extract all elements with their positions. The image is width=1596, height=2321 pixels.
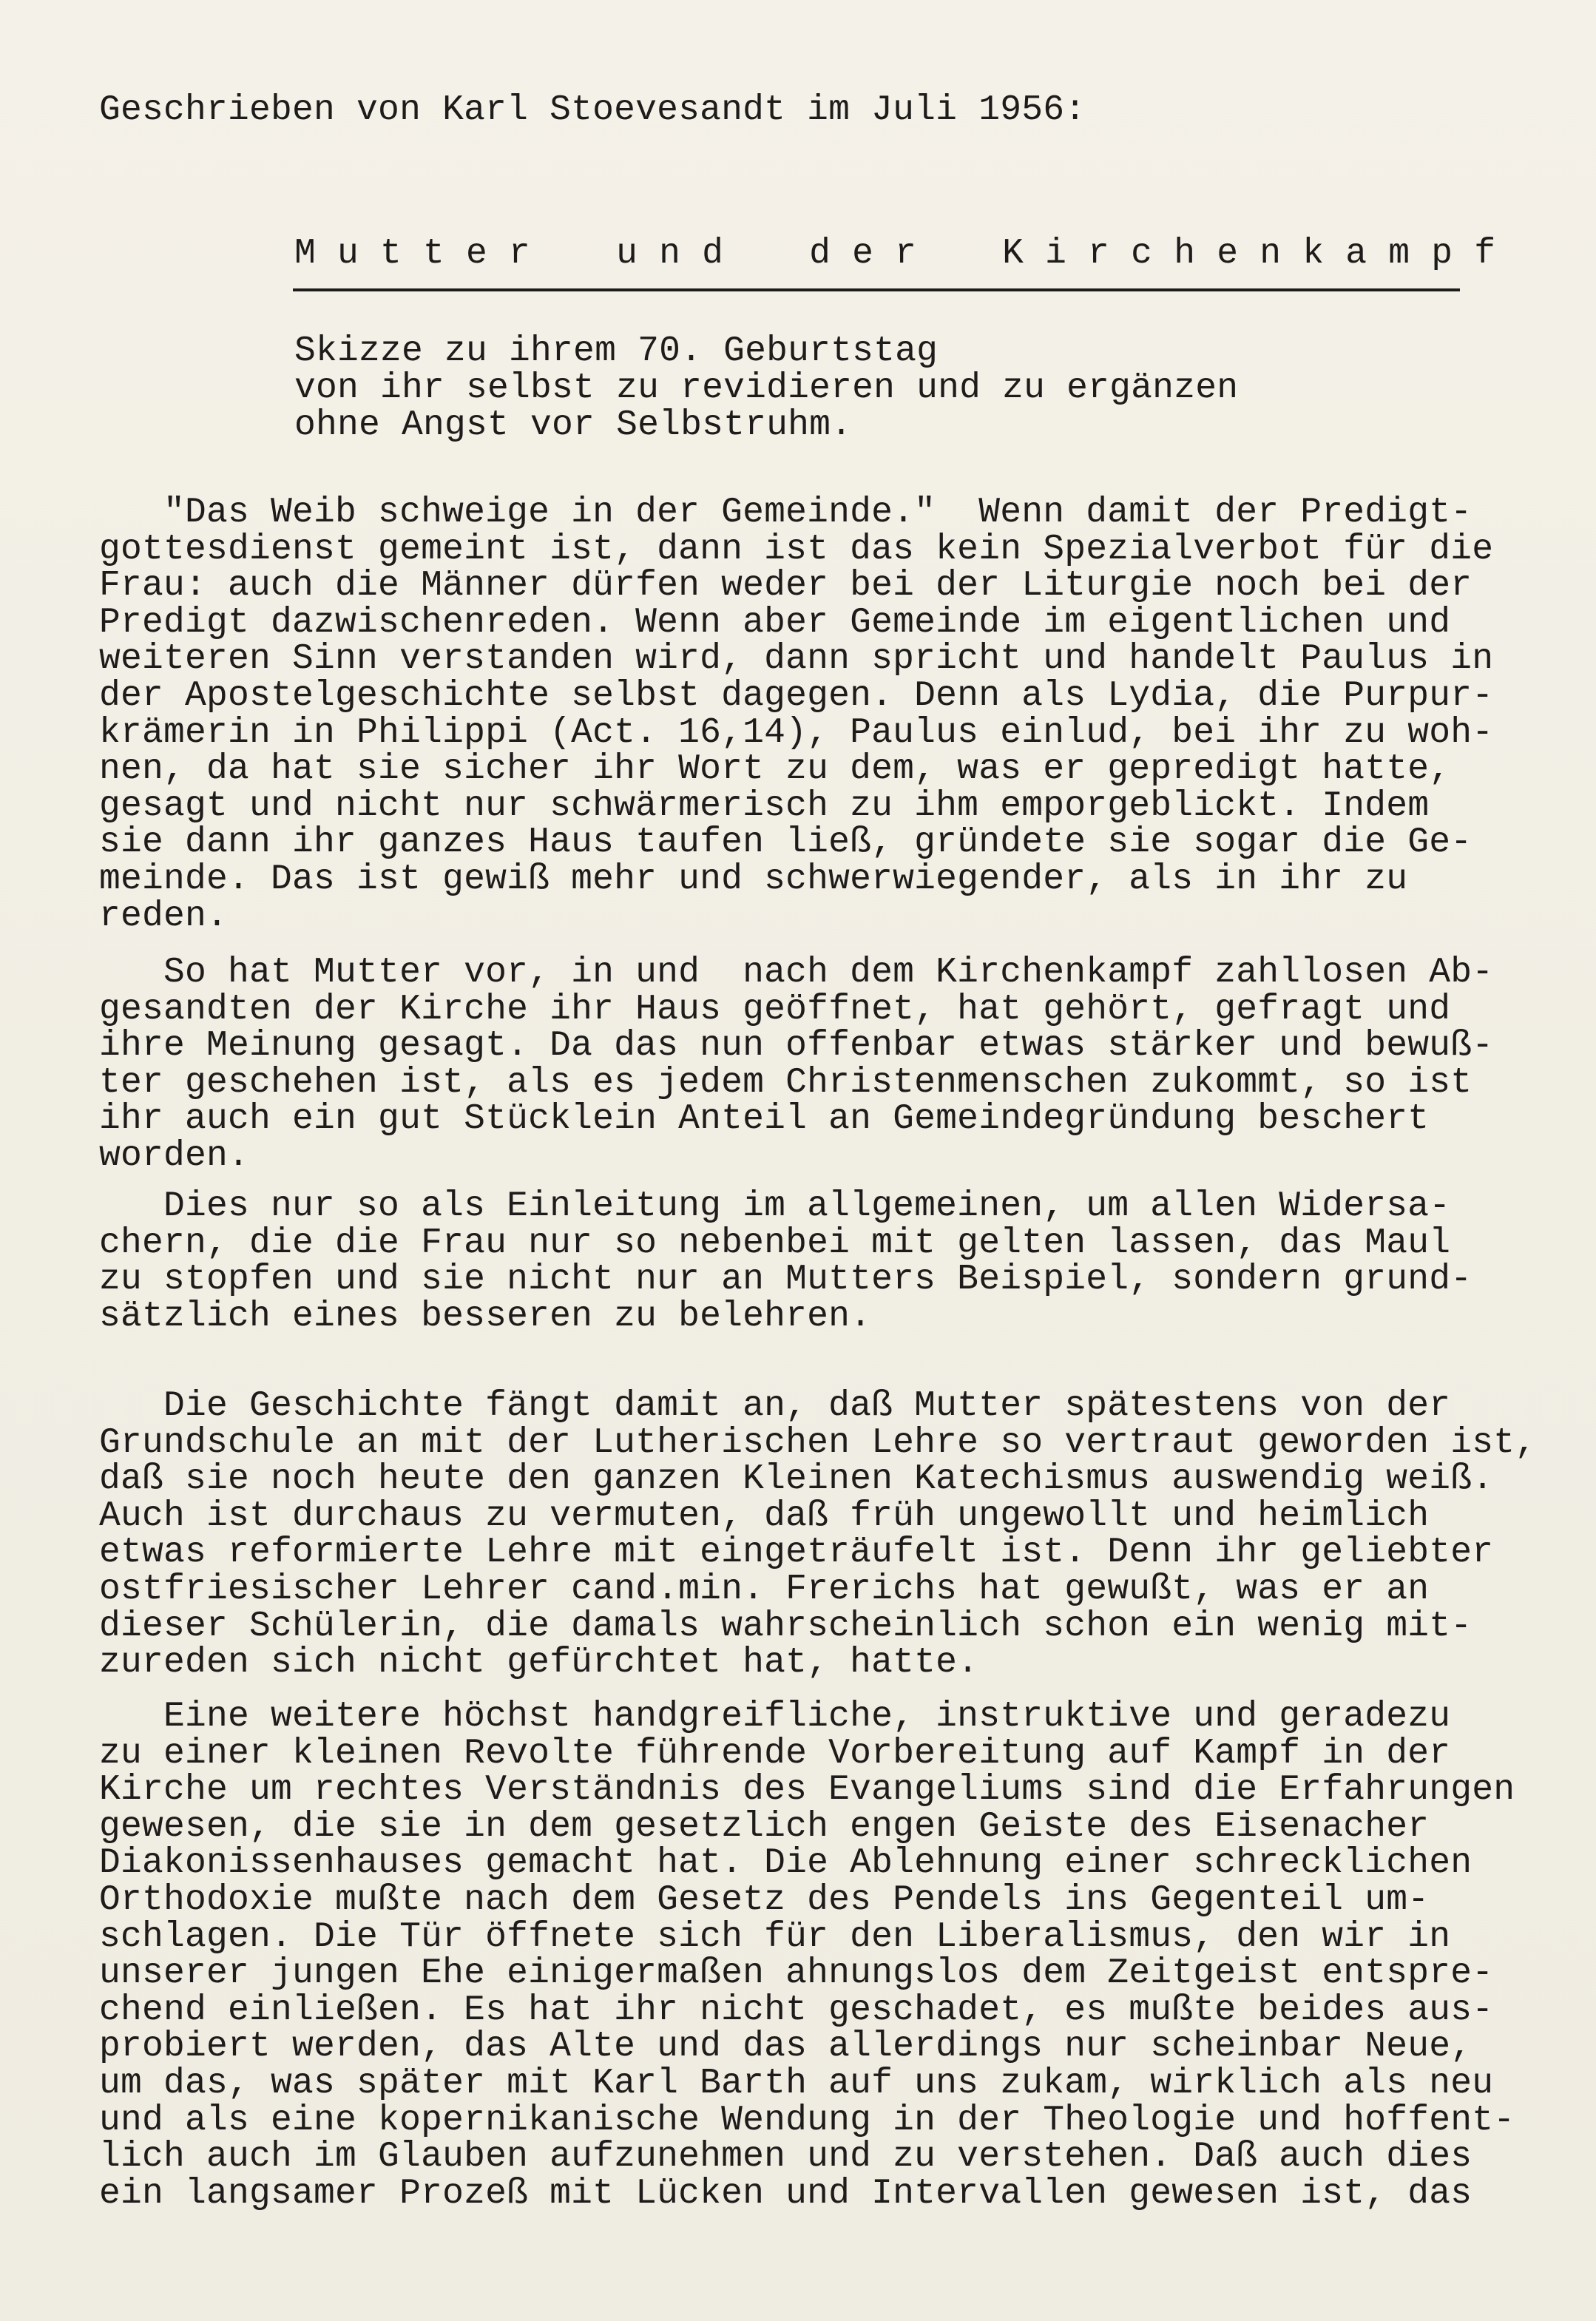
paragraph-line: Dies nur so als Einleitung im allgemeinen, um allen Widersa- bbox=[99, 1186, 1451, 1226]
paragraph-line: sie dann ihr ganzes Haus taufen ließ, gründete sie sogar die Ge- bbox=[99, 822, 1472, 863]
paragraph-line: Grundschule an mit der Lutherischen Lehre so vertraut geworden ist, bbox=[99, 1422, 1537, 1463]
paragraph-line: schlagen. Die Tür öffnete sich für den Liberalismus, den wir in bbox=[99, 1916, 1451, 1957]
paragraph-line: zu stopfen und sie nicht nur an Mutters Beispiel, sondern grund- bbox=[99, 1260, 1472, 1300]
paragraph-line: etwas reformierte Lehre mit eingeträufelt ist. Denn ihr geliebter bbox=[99, 1533, 1494, 1573]
paragraph-line: Orthodoxie mußte nach dem Gesetz des Pendels ins Gegenteil um- bbox=[99, 1880, 1430, 1920]
paragraph-line: meinde. Das ist gewiß mehr und schwerwiegender, als in ihr zu bbox=[99, 859, 1408, 899]
paragraph-line: der Apostelgeschichte selbst dagegen. Denn als Lydia, die Purpur- bbox=[99, 676, 1494, 716]
paragraph-line: reden. bbox=[99, 896, 229, 936]
subtitle-line: ohne Angst vor Selbstruhm. bbox=[294, 405, 853, 445]
paragraph-line: und als eine kopernikanische Wendung in der Theologie und hoffent- bbox=[99, 2100, 1515, 2141]
paragraph-line: zu einer kleinen Revolte führende Vorbereitung auf Kampf in der bbox=[99, 1733, 1451, 1774]
document-title: M u t t e r u n d d e r K i r c h e n k a m p f bbox=[294, 234, 1496, 274]
paragraph-line: gewesen, die sie in dem gesetzlich engen Geiste des Eisenacher bbox=[99, 1806, 1430, 1847]
paragraph-line: zureden sich nicht gefürchtet hat, hatte. bbox=[99, 1643, 979, 1683]
paragraph-line: gesandten der Kirche ihr Haus geöffnet, hat gehört, gefragt und bbox=[99, 989, 1451, 1030]
paragraph-line: chend einließen. Es hat ihr nicht geschadet, es mußte beides aus- bbox=[99, 1990, 1494, 2030]
paragraph-line: worden. bbox=[99, 1136, 250, 1176]
paragraph-line: unserer jungen Ehe einigermaßen ahnungslos dem Zeitgeist entspre- bbox=[99, 1953, 1494, 1994]
title-underline bbox=[293, 288, 1460, 291]
paragraph-line: Kirche um rechtes Verständnis des Evangeliums sind die Erfahrungen bbox=[99, 1770, 1515, 1811]
paragraph-line: chern, die die Frau nur so nebenbei mit gelten lassen, das Maul bbox=[99, 1223, 1451, 1263]
paragraph-line: "Das Weib schweige in der Gemeinde." Wenn damit der Predigt- bbox=[99, 493, 1472, 533]
paragraph-line: gesagt und nicht nur schwärmerisch zu ihm emporgeblickt. Indem bbox=[99, 786, 1430, 826]
paragraph-line: Auch ist durchaus zu vermuten, daß früh ungewollt und heimlich bbox=[99, 1496, 1430, 1536]
paragraph-line: weiteren Sinn verstanden wird, dann spricht und handelt Paulus in bbox=[99, 639, 1494, 680]
paragraph-line: ihre Meinung gesagt. Da das nun offenbar etwas stärker und bewuß- bbox=[99, 1026, 1494, 1067]
paragraph-line: ihr auch ein gut Stücklein Anteil an Gemeindegründung beschert bbox=[99, 1099, 1430, 1140]
paragraph-line: sätzlich eines besseren zu belehren. bbox=[99, 1296, 872, 1337]
subtitle-line: Skizze zu ihrem 70. Geburtstag bbox=[294, 331, 939, 371]
document-header: Geschrieben von Karl Stoevesandt im Juli 1956: bbox=[99, 90, 1086, 130]
paragraph-line: dieser Schülerin, die damals wahrscheinlich schon ein wenig mit- bbox=[99, 1606, 1472, 1646]
paragraph-line: nen, da hat sie sicher ihr Wort zu dem, was er gepredigt hatte, bbox=[99, 749, 1451, 790]
paragraph-line: daß sie noch heute den ganzen Kleinen Katechismus auswendig weiß. bbox=[99, 1459, 1494, 1500]
paragraph-line: probiert werden, das Alte und das allerdings nur scheinbar Neue, bbox=[99, 2027, 1472, 2067]
paragraph-line: lich auch im Glauben aufzunehmen und zu verstehen. Daß auch dies bbox=[99, 2137, 1472, 2178]
paragraph-line: ter geschehen ist, als es jedem Christenmenschen zukommt, so ist bbox=[99, 1062, 1472, 1103]
subtitle-line: von ihr selbst zu revidieren und zu ergänzen bbox=[294, 368, 1239, 408]
paragraph-line: Frau: auch die Männer dürfen weder bei der Liturgie noch bei der bbox=[99, 566, 1472, 607]
paragraph-line: ostfriesischer Lehrer cand.min. Frerichs hat gewußt, was er an bbox=[99, 1570, 1430, 1609]
paragraph-line: Die Geschichte fängt damit an, daß Mutter spätestens von der bbox=[99, 1386, 1451, 1426]
paragraph-line: Eine weitere höchst handgreifliche, instruktive und geradezu bbox=[99, 1697, 1451, 1737]
paragraph-line: ein langsamer Prozeß mit Lücken und Intervallen gewesen ist, das bbox=[99, 2173, 1472, 2214]
paragraph-line: So hat Mutter vor, in und nach dem Kirchenkampf zahllosen Ab- bbox=[99, 953, 1494, 993]
paragraph-line: krämerin in Philippi (Act. 16,14), Paulus einlud, bei ihr zu woh- bbox=[99, 712, 1494, 753]
paragraph-line: Diakonissenhauses gemacht hat. Die Ablehnung einer schrecklichen bbox=[99, 1843, 1472, 1884]
paragraph-line: Predigt dazwischenreden. Wenn aber Gemeinde im eigentlichen und bbox=[99, 602, 1451, 643]
paragraph-line: um das, was später mit Karl Barth auf uns zukam, wirklich als neu bbox=[99, 2064, 1494, 2104]
paragraph-line: gottesdienst gemeint ist, dann ist das kein Spezialverbot für die bbox=[99, 529, 1494, 570]
